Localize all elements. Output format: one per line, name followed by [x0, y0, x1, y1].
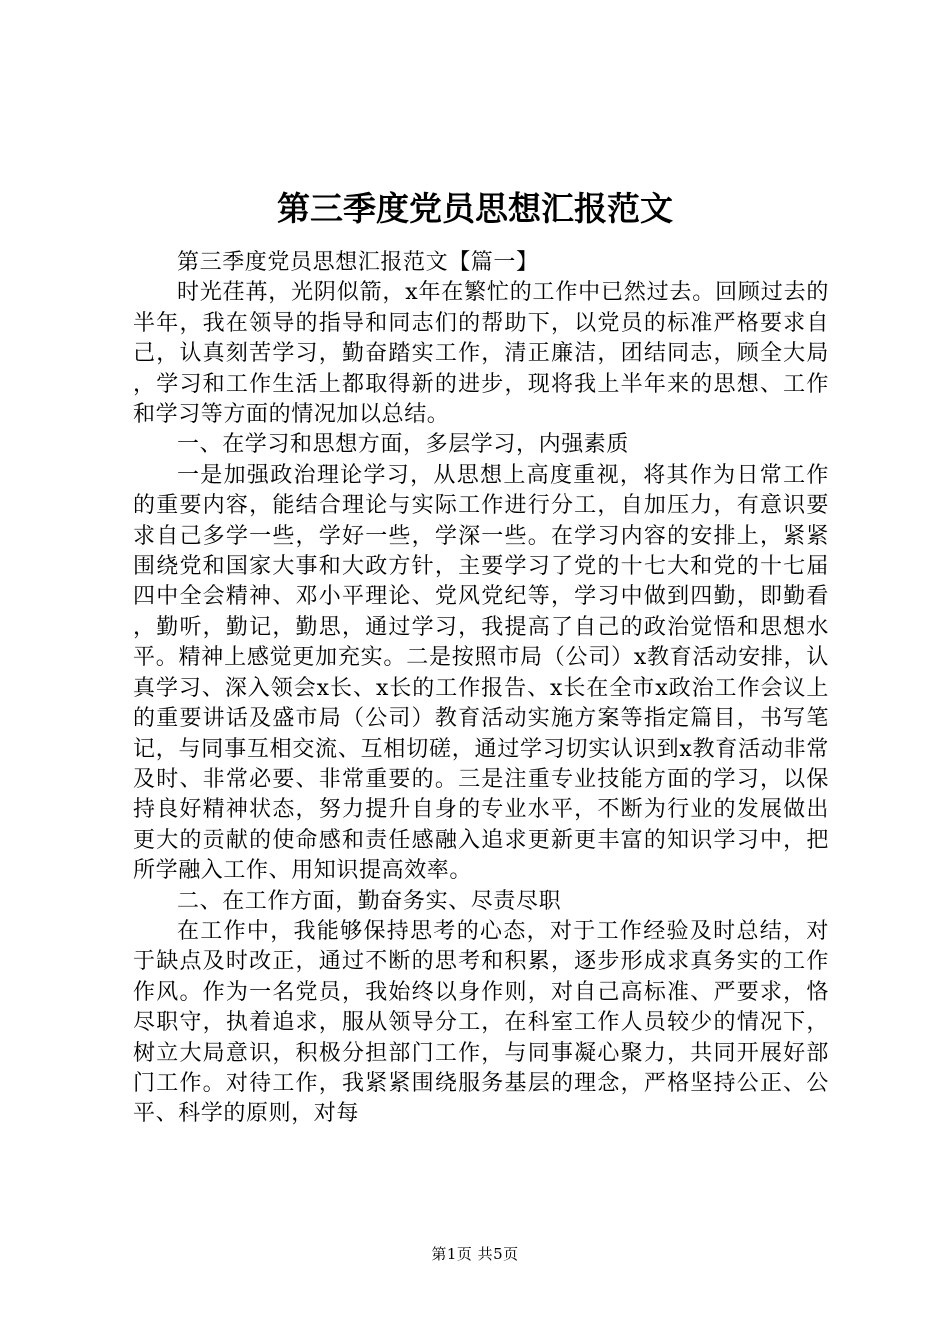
body-paragraph: 一是加强政治理论学习，从思想上高度重视，将其作为日常工作的重要内容，能结合理论与实际工作进行分工，自加压力，有意识要求自己多学一些，学好一些，学深一些。在学习内容的安排上，紧紧围绕党和国家大事和大政方针，主要学习了党的十七大和党的十七届四中全会精神、邓小平理论、党风党纪等，学习中做到四勤，即勤看，勤听，勤记，勤思，通过学习，我提高了自己的政治觉悟和思想水平。精神上感觉更加充实。二是按照市局（公司）x教育活动安排，认真学习、深入领会x长、x长的工作报告、x长在全市x政治工作会议上的重要讲话及盛市局（公司）教育活动实施方案等指定篇目，书写笔记，与同事互相交流、互相切磋，通过学习切实认识到x教育活动非常及时、非常必要、非常重要的。三是注重专业技能方面的学习，以保持良好精神状态，努力提升自身的专业水平，不断为行业的发展做出更大的贡献的使命感和责任感融入追求更新更丰富的知识学习中，把所学融入工作、用知识提高效率。 — [133, 462, 829, 884]
document-title: 第三季度党员思想汇报范文 — [277, 189, 673, 228]
page-number-footer: 第1页 共5页 — [431, 1245, 519, 1263]
document-body — [133, 248, 829, 1130]
body-paragraph: 在工作中，我能够保持思考的心态，对于工作经验及时总结，对于缺点及时改正，通过不断的思考和积累，逐步形成求真务实的工作作风。作为一名党员，我始终以身作则，对自己高标准、严要求，恪尽职守，执着追求，服从领导分工，在科室工作人员较少的情况下，树立大局意识，积极分担部门工作，与同事凝心聚力，共同开展好部门工作。对待工作，我紧紧围绕服务基层的理念，严格坚持公正、公平、科学的原则，对每 — [133, 918, 829, 1127]
section-heading: 一、在学习和思想方面，多层学习，内强素质 — [177, 432, 630, 458]
section-subtitle: 第三季度党员思想汇报范文【篇一】 — [177, 250, 539, 275]
section-heading: 二、在工作方面，勤奋务实、尽责尽职 — [177, 888, 562, 914]
body-paragraph: 时光荏苒，光阴似箭，x年在繁忙的工作中已然过去。回顾过去的半年，我在领导的指导和同志们的帮助下，以党员的标准严格要求自己，认真刻苦学习，勤奋踏实工作，清正廉洁，团结同志，顾全大局，学习和工作生活上都取得新的进步，现将我上半年来的思想、工作和学习等方面的情况加以总结。 — [133, 280, 829, 428]
